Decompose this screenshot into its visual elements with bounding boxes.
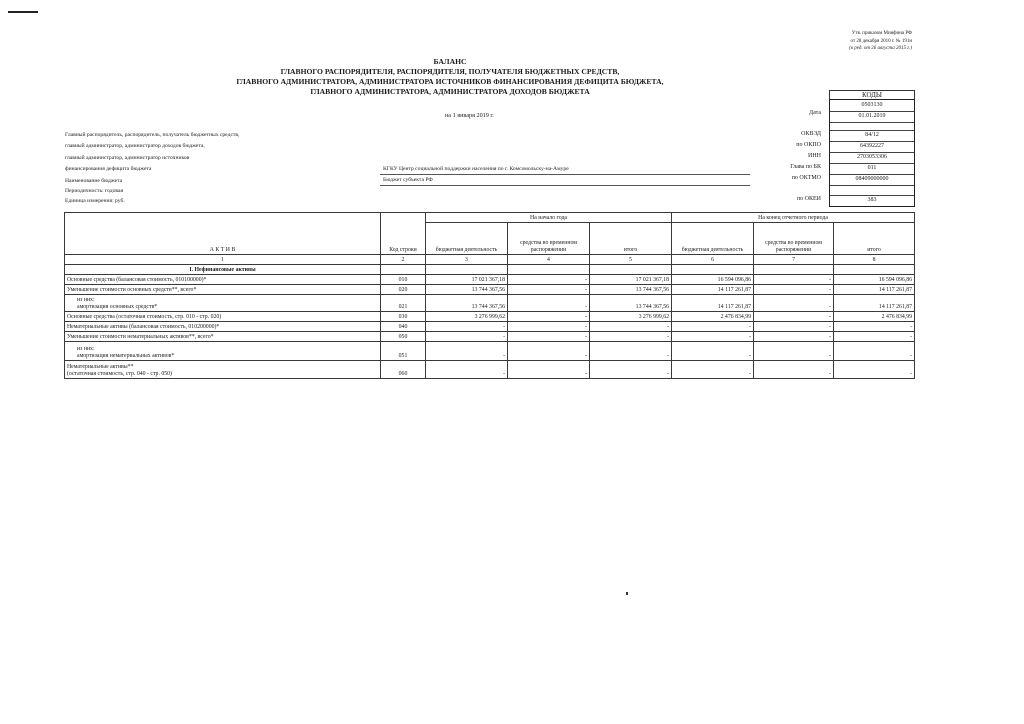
cell: - bbox=[754, 312, 834, 322]
cell: - bbox=[834, 332, 915, 342]
cell: - bbox=[508, 275, 590, 285]
row-code: 020 bbox=[381, 285, 426, 295]
org-label-1: Главный распорядитель, распорядитель, получатель бюджетных средств, bbox=[65, 132, 240, 138]
cell: - bbox=[426, 342, 508, 361]
table-row bbox=[65, 295, 915, 312]
approval-line-2: от 28 декабря 2010 г. № 191н bbox=[850, 38, 912, 44]
cell: - bbox=[508, 342, 590, 361]
cell: - bbox=[754, 322, 834, 332]
budget-label: Наименование бюджета bbox=[65, 178, 123, 184]
header-budget-end: бюджетная деятельность bbox=[672, 223, 754, 255]
cell: - bbox=[754, 342, 834, 361]
col-num: 6 bbox=[672, 255, 754, 265]
cell: - bbox=[426, 361, 508, 379]
row-name: Основные средства (балансовая стоимость, 010100000)* bbox=[65, 275, 381, 285]
label-okved: ОКВЭД bbox=[801, 131, 821, 137]
title-line-2: ГЛАВНОГО РАСПОРЯДИТЕЛЯ, РАСПОРЯДИТЕЛЯ, ПОЛУЧАТЕЛЯ БЮДЖЕТНЫХ СРЕДСТВ, bbox=[280, 67, 620, 76]
header-code: Код строки bbox=[381, 213, 426, 255]
row-code: 040 bbox=[381, 322, 426, 332]
row-name-text: Нематериальные активы** bbox=[67, 364, 134, 370]
cell: 13 744 367,56 bbox=[426, 285, 508, 295]
cell: 13 744 367,56 bbox=[590, 285, 672, 295]
cell: - bbox=[834, 361, 915, 379]
row-code: 021 bbox=[381, 295, 426, 312]
document-title bbox=[150, 57, 750, 97]
row-code: 030 bbox=[381, 312, 426, 322]
code-form: 0503130 bbox=[830, 100, 914, 112]
cell: 2 476 834,99 bbox=[834, 312, 915, 322]
label-bk: Глава по БК bbox=[790, 164, 821, 170]
code-date: 01.01.2019 bbox=[830, 111, 914, 123]
header-temp-start: средства во временном распоряжении bbox=[508, 223, 590, 255]
code-okved: 84/12 bbox=[830, 130, 914, 142]
cell: 14 117 261,87 bbox=[672, 295, 754, 312]
report-date: на 1 января 2019 г. bbox=[445, 112, 494, 119]
col-num: 4 bbox=[508, 255, 590, 265]
org-name-underline bbox=[380, 174, 750, 175]
cell: - bbox=[426, 332, 508, 342]
scan-speck bbox=[626, 592, 628, 595]
cell: - bbox=[672, 332, 754, 342]
period-label: Периодичность: годовая bbox=[65, 188, 124, 194]
code-bk: 011 bbox=[830, 163, 914, 175]
label-date: Дата bbox=[809, 110, 821, 116]
codes-header: КОДЫ bbox=[829, 90, 915, 99]
cell: - bbox=[508, 295, 590, 312]
title-line-3: ГЛАВНОГО АДМИНИСТРАТОРА, АДМИНИСТРАТОРА ИСТОЧНИКОВ ФИНАНСИРОВАНИЯ ДЕФИЦИТА БЮДЖЕТА, bbox=[236, 77, 664, 86]
label-inn: ИНН bbox=[808, 153, 821, 159]
table-row bbox=[65, 361, 915, 379]
row-code: 010 bbox=[381, 275, 426, 285]
cell: - bbox=[834, 342, 915, 361]
cell: 3 276 999,62 bbox=[590, 312, 672, 322]
row-name bbox=[65, 342, 381, 361]
cell: 14 117 261,87 bbox=[672, 285, 754, 295]
cell: - bbox=[590, 361, 672, 379]
cell: 16 594 096,86 bbox=[672, 275, 754, 285]
row-name bbox=[65, 361, 381, 379]
code-okpo: 64392227 bbox=[830, 141, 914, 153]
cell: - bbox=[590, 322, 672, 332]
cell: - bbox=[834, 322, 915, 332]
approval-note bbox=[849, 30, 912, 53]
row-code: 060 bbox=[381, 361, 426, 379]
col-num: 3 bbox=[426, 255, 508, 265]
header-total-end: итого bbox=[834, 223, 915, 255]
table-row bbox=[65, 312, 915, 322]
cell: - bbox=[426, 322, 508, 332]
table-row bbox=[65, 342, 915, 361]
cell: - bbox=[672, 342, 754, 361]
budget-underline bbox=[380, 185, 750, 186]
cell: - bbox=[508, 322, 590, 332]
cell: 16 594 096,86 bbox=[834, 275, 915, 285]
table-row bbox=[65, 322, 915, 332]
code-okei: 383 bbox=[867, 197, 877, 203]
row-prefix: из них: bbox=[77, 346, 95, 352]
cell: - bbox=[754, 285, 834, 295]
column-number-row bbox=[65, 255, 915, 265]
row-code: 051 bbox=[381, 342, 426, 361]
row-prefix: из них: bbox=[77, 297, 95, 303]
label-okei: по ОКЕИ bbox=[796, 196, 821, 202]
budget-value: Бюджет субъекта РФ bbox=[383, 177, 433, 183]
approval-line-1: Утв. приказом Минфина РФ bbox=[851, 31, 912, 36]
row-name: Нематериальные активы (балансовая стоимость, 010200000)* bbox=[65, 322, 381, 332]
row-name: Уменьшение стоимости основных средств**, всего* bbox=[65, 285, 381, 295]
header-start: На начало года bbox=[426, 213, 672, 223]
cell: 17 021 367,18 bbox=[590, 275, 672, 285]
corner-mark bbox=[8, 11, 38, 13]
unit-label: Единица измерения: руб. bbox=[65, 198, 125, 204]
codes-box bbox=[829, 99, 915, 207]
col-num: 1 bbox=[65, 255, 381, 265]
section-title: I. Нефинансовые активы bbox=[65, 265, 381, 275]
cell: - bbox=[672, 361, 754, 379]
cell: - bbox=[754, 332, 834, 342]
org-label-4: финансирования дефицита бюджета bbox=[65, 166, 152, 172]
header-aktiv: А К Т И В bbox=[65, 213, 381, 255]
row-code: 050 bbox=[381, 332, 426, 342]
cell: - bbox=[754, 275, 834, 285]
row-name-text: амортизация нематериальных активов* bbox=[77, 353, 175, 359]
table-row bbox=[65, 275, 915, 285]
org-label-2: главный администратор, администратор доходов бюджета, bbox=[65, 143, 205, 149]
header-budget-start: бюджетная деятельность bbox=[426, 223, 508, 255]
cell: - bbox=[590, 332, 672, 342]
col-num: 2 bbox=[381, 255, 426, 265]
row-name-text: амортизация основных средств* bbox=[77, 304, 158, 310]
cell: - bbox=[754, 361, 834, 379]
cell: 14 117 261,87 bbox=[834, 295, 915, 312]
cell: - bbox=[508, 332, 590, 342]
cell: - bbox=[508, 312, 590, 322]
section-row bbox=[65, 265, 915, 275]
label-oktmo: по ОКТМО bbox=[791, 175, 821, 181]
header-end: На конец отчетного периода bbox=[672, 213, 915, 223]
cell: - bbox=[672, 322, 754, 332]
col-num: 5 bbox=[590, 255, 672, 265]
row-name: Основные средства (остаточная стоимость, стр. 010 - стр. 020) bbox=[65, 312, 381, 322]
code-oktmo: 08409000000 bbox=[830, 174, 914, 186]
cell: 13 744 367,56 bbox=[590, 295, 672, 312]
cell: - bbox=[508, 285, 590, 295]
cell: 14 117 261,87 bbox=[834, 285, 915, 295]
table-row bbox=[65, 285, 915, 295]
org-name: КГКУ Центр социальной поддержки населения по г. Комсомольску-на-Амуре bbox=[383, 166, 569, 172]
col-num: 8 bbox=[834, 255, 915, 265]
title-line-1: БАЛАНС bbox=[433, 57, 467, 66]
balance-table bbox=[64, 212, 915, 379]
cell: 2 476 834,99 bbox=[672, 312, 754, 322]
row-name: Уменьшение стоимости нематериальных активов**, всего* bbox=[65, 332, 381, 342]
code-inn: 2703053306 bbox=[830, 152, 914, 164]
col-num: 7 bbox=[754, 255, 834, 265]
cell: - bbox=[590, 342, 672, 361]
row-name bbox=[65, 295, 381, 312]
row-name-text-2: (остаточная стоимость, стр. 040 - стр. 050) bbox=[67, 371, 172, 377]
title-line-4: ГЛАВНОГО АДМИНИСТРАТОРА, АДМИНИСТРАТОРА ДОХОДОВ БЮДЖЕТА bbox=[310, 87, 590, 96]
cell: 13 744 367,56 bbox=[426, 295, 508, 312]
cell: - bbox=[508, 361, 590, 379]
table-row bbox=[65, 332, 915, 342]
label-okpo: по ОКПО bbox=[796, 142, 821, 148]
header-temp-end: средства во временном распоряжении bbox=[754, 223, 834, 255]
cell: 17 021 367,18 bbox=[426, 275, 508, 285]
cell: 3 276 999,62 bbox=[426, 312, 508, 322]
approval-line-3: (в ред. от 26 августа 2015 г.) bbox=[849, 46, 912, 51]
header-total-start: итого bbox=[590, 223, 672, 255]
org-label-3: главный администратор, администратор источников bbox=[65, 155, 190, 161]
cell: - bbox=[754, 295, 834, 312]
header-row-1 bbox=[65, 213, 915, 223]
